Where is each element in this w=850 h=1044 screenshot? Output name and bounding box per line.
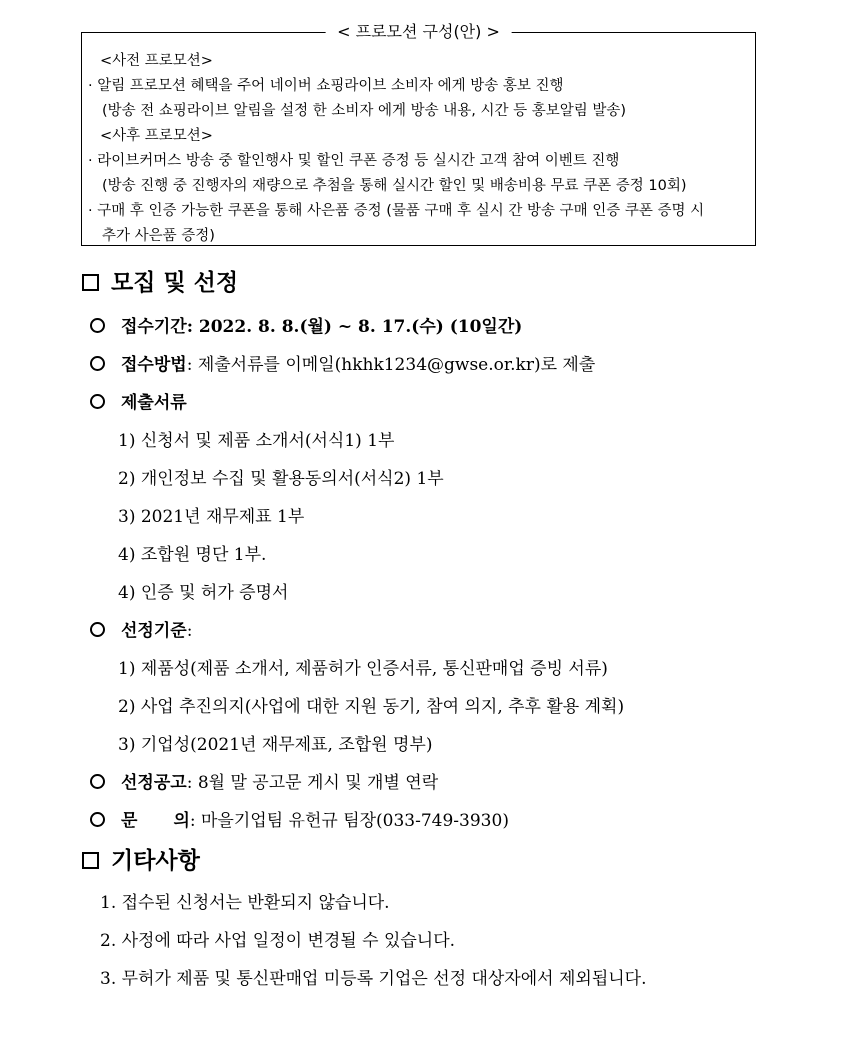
circle-bullet-icon [90, 622, 105, 637]
doc-item: 1) 신청서 및 제품 소개서(서식1) 1부 [118, 431, 395, 451]
square-bullet-icon [82, 852, 99, 869]
promo-line: · 알림 프로모션 혜택을 주어 네이버 쇼핑라이브 소비자 에게 방송 홍보 진행 [88, 78, 564, 94]
promotion-box [81, 22, 756, 246]
promo-line: (방송 전 쇼핑라이브 알림을 설정 한 소비자 에게 방송 내용, 시간 등 홍보알림 발송) [102, 103, 627, 119]
circle-bullet-icon [90, 356, 105, 371]
promo-line: <사후 프로모션> [100, 128, 213, 144]
doc-item: 4) 조합원 명단 1부. [118, 545, 267, 565]
promo-line: (방송 진행 중 진행자의 재량으로 추첨을 통해 실시간 할인 및 배송비용 무료 쿠폰 증정 10회) [102, 178, 687, 194]
doc-item: 2) 개인정보 수집 및 활용동의서(서식2) 1부 [118, 469, 444, 489]
section-heading-etc: 기타사항 [82, 846, 200, 876]
section-heading-recruit: 모집 및 선정 [82, 268, 238, 298]
promo-line: 추가 사은품 증정) [102, 228, 215, 244]
period-row: 접수기간: 2022. 8. 8.(월) ~ 8. 17.(수) (10일간) [90, 312, 522, 342]
square-bullet-icon [82, 274, 99, 291]
docs-row: 제출서류 [90, 388, 187, 418]
criteria-item: 2) 사업 추진의지(사업에 대한 지원 동기, 참여 의지, 추후 활용 계획) [118, 697, 625, 717]
method-row: 접수방법: 제출서류를 이메일(hkhk1234@gwse.or.kr)로 제출 [90, 350, 595, 380]
doc-item: 3) 2021년 재무제표 1부 [118, 507, 305, 527]
etc-item: 1. 접수된 신청서는 반환되지 않습니다. [100, 893, 390, 913]
etc-item: 3. 무허가 제품 및 통신판매업 미등록 기업은 선정 대상자에서 제외됩니다. [100, 969, 647, 989]
circle-bullet-icon [90, 394, 105, 409]
circle-bullet-icon [90, 774, 105, 789]
criteria-row: 선정기준: [90, 616, 192, 646]
contact-row: 문 의: 마을기업팀 유헌규 팀장(033-749-3930) [90, 806, 509, 836]
criteria-item: 1) 제품성(제품 소개서, 제품허가 인증서류, 통신판매업 증빙 서류) [118, 659, 608, 679]
circle-bullet-icon [90, 812, 105, 827]
etc-item: 2. 사정에 따라 사업 일정이 변경될 수 있습니다. [100, 931, 456, 951]
promo-line: · 라이브커머스 방송 중 할인행사 및 할인 쿠폰 증정 등 실시간 고객 참여 이벤트 진행 [88, 153, 620, 169]
promotion-title: < 프로모션 구성(안) > [325, 19, 512, 45]
promotion-body [88, 49, 751, 249]
promo-line: <사전 프로모션> [100, 53, 213, 69]
circle-bullet-icon [90, 318, 105, 333]
notice-row: 선정공고: 8월 말 공고문 게시 및 개별 연락 [90, 768, 438, 798]
doc-item: 4) 인증 및 허가 증명서 [118, 583, 289, 603]
criteria-item: 3) 기업성(2021년 재무제표, 조합원 명부) [118, 735, 433, 755]
promo-line: · 구매 후 인증 가능한 쿠폰을 통해 사은품 증정 (물품 구매 후 실시 간 방송 구매 인증 쿠폰 증명 시 [88, 203, 705, 219]
